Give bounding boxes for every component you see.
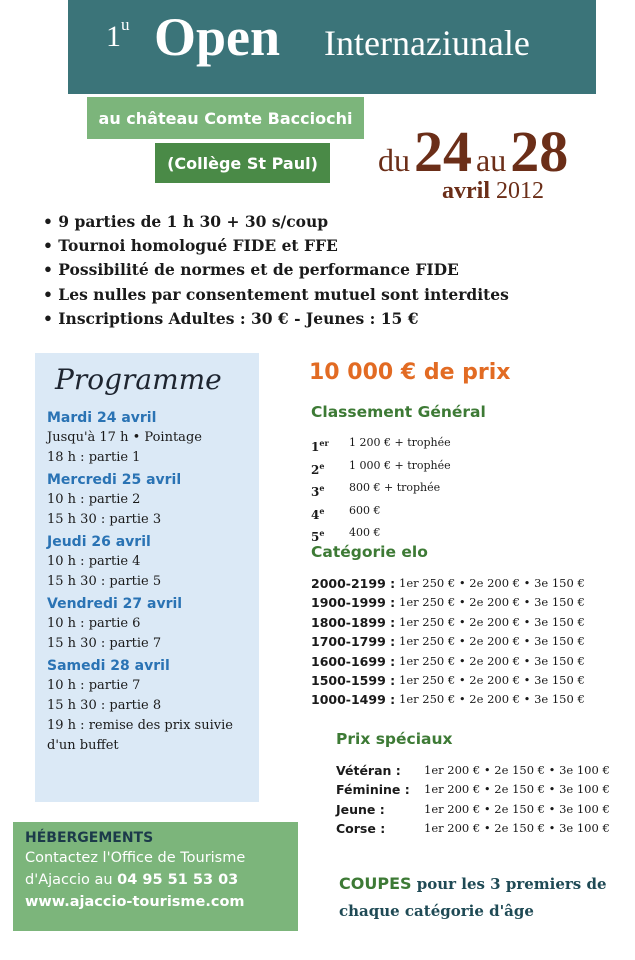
info-item: • Inscriptions Adultes : 30 € - Jeunes : 15 € (43, 308, 419, 328)
schedule-line: 10 h : partie 7 (47, 678, 141, 693)
rank-label: 2e (311, 460, 325, 477)
elo-row (311, 593, 585, 612)
elo-range: 1800-1899 : (311, 614, 396, 630)
title-open: Open (154, 7, 281, 67)
coupes-text: pour les 3 premiers de chaque catégorie d'âge (339, 875, 607, 920)
elo-row (311, 652, 585, 671)
elo-prizes: 1er 250 € • 2e 200 € • 3e 150 € (399, 673, 585, 688)
schedule-line: 15 h 30 : partie 5 (47, 574, 162, 589)
event-dates: du 24 au 28 (378, 119, 569, 184)
accommodation-title: HÉBERGEMENTS (25, 830, 154, 846)
rank-prize: 600 € (349, 503, 381, 517)
programme-day (47, 472, 247, 530)
special-label: Féminine : (336, 782, 410, 798)
elo-prizes: 1er 250 € • 2e 200 € • 3e 150 € (399, 595, 585, 610)
special-prizes: 1er 200 € • 2e 150 € • 3e 100 € (424, 801, 610, 816)
elo-category-title: Catégorie elo (311, 543, 428, 561)
special-prizes-title: Prix spéciaux (336, 730, 453, 748)
programme-day (47, 410, 247, 468)
elo-prizes: 1er 250 € • 2e 200 € • 3e 150 € (399, 653, 585, 668)
special-row (336, 761, 610, 780)
elo-range: 1700-1799 : (311, 634, 396, 650)
elo-category-list (311, 574, 585, 710)
elo-range: 1600-1699 : (311, 653, 396, 669)
schedule-line: 15 h 30 : partie 3 (47, 512, 162, 527)
rank-prize: 400 € (349, 526, 381, 539)
venue-tag: au château Comte Bacciochi (87, 97, 364, 139)
elo-row (311, 613, 585, 632)
edition-number: 1$^u$ (106, 15, 130, 53)
day-heading: Samedi 28 avril (47, 658, 170, 674)
title-banner (68, 0, 596, 94)
ranking-row (311, 479, 451, 502)
accommodation-box (13, 822, 298, 931)
day-heading: Vendredi 27 avril (47, 596, 183, 612)
special-prizes: 1er 200 € • 2e 150 € • 3e 100 € (424, 821, 610, 836)
accommodation-phone-line: d'Ajaccio au 04 95 51 53 03 (25, 872, 239, 888)
special-label: Vétéran : (336, 763, 401, 778)
elo-prizes: 1er 250 € • 2e 200 € • 3e 150 € (399, 576, 585, 590)
special-row (336, 819, 610, 838)
rank-label: 4e (311, 505, 325, 522)
special-row (336, 780, 610, 799)
prize-total: 10 000 € de prix (309, 360, 511, 385)
programme-day (47, 658, 247, 756)
rank-label: 5e (311, 528, 325, 544)
schedule-line: 15 h 30 : partie 7 (47, 636, 162, 651)
elo-row (311, 632, 585, 651)
schedule-line: 10 h : partie 6 (47, 616, 141, 631)
programme-day (47, 596, 247, 654)
schedule-line: 15 h 30 : partie 8 (47, 698, 162, 713)
schedule-line: 18 h : partie 1 (47, 450, 141, 465)
ranking-row (311, 434, 451, 457)
info-item: • Possibilité de normes et de performance FIDE (43, 260, 459, 280)
title-internaziunale: Internaziunale (324, 23, 530, 63)
accommodation-line: Contactez l'Office de Tourisme (25, 850, 246, 866)
special-prizes: 1er 200 € • 2e 150 € • 3e 100 € (424, 782, 610, 797)
programme-day (47, 534, 247, 592)
elo-range: 1500-1599 : (311, 673, 396, 689)
elo-prizes: 1er 250 € • 2e 200 € • 3e 150 € (399, 692, 585, 707)
special-label: Corse : (336, 821, 386, 837)
rank-label: 3e (311, 483, 325, 499)
schedule-line: 19 h : remise des prix suivie (47, 718, 233, 733)
special-prizes: 1er 200 € • 2e 150 € • 3e 100 € (424, 763, 610, 777)
rank-prize: 1 200 € + trophée (349, 436, 451, 449)
day-heading: Jeudi 26 avril (47, 534, 151, 550)
elo-prizes: 1er 250 € • 2e 200 € • 3e 150 € (399, 634, 585, 649)
info-item: • Tournoi homologué FIDE et FFE (43, 236, 338, 256)
ranking-row (311, 457, 451, 480)
day-heading: Mardi 24 avril (47, 410, 157, 426)
coupes-note (339, 870, 619, 925)
event-month-year: avril 2012 (442, 178, 544, 204)
day-heading: Mercredi 25 avril (47, 472, 182, 488)
rank-prize: 1 000 € + trophée (349, 458, 451, 472)
website-link[interactable]: www.ajaccio-tourisme.com (25, 894, 245, 910)
phone-number: 04 95 51 53 03 (117, 872, 239, 888)
ranking-row (311, 502, 451, 525)
elo-range: 2000-2199 : (311, 576, 396, 591)
schedule-line: Jusqu'à 17 h • Pointage (47, 430, 202, 445)
elo-range: 1900-1999 : (311, 595, 396, 611)
special-row (336, 800, 610, 819)
programme-title: Programme (55, 363, 222, 396)
schedule-line: 10 h : partie 2 (47, 492, 141, 507)
elo-row (311, 671, 585, 690)
venue-subtag: (Collège St Paul) (155, 143, 330, 183)
programme-panel (35, 353, 259, 802)
tournament-info-list (43, 210, 509, 331)
rank-label: 1er (311, 438, 329, 454)
elo-prizes: 1er 250 € • 2e 200 € • 3e 150 € (399, 614, 585, 629)
rank-prize: 800 € + trophée (349, 481, 441, 494)
general-ranking-list (311, 434, 451, 547)
general-ranking-title: Classement Général (311, 403, 486, 421)
special-label: Jeune : (336, 801, 385, 817)
coupes-label: COUPES (339, 874, 412, 893)
info-item: • Les nulles par consentement mutuel sont interdites (43, 284, 509, 304)
elo-row (311, 690, 585, 709)
info-item: • 9 parties de 1 h 30 + 30 s/coup (43, 212, 329, 231)
elo-row (311, 574, 585, 593)
elo-range: 1000-1499 : (311, 692, 396, 708)
special-prizes-list (336, 761, 610, 839)
schedule-line: d'un buffet (47, 738, 119, 753)
schedule-line: 10 h : partie 4 (47, 554, 141, 569)
